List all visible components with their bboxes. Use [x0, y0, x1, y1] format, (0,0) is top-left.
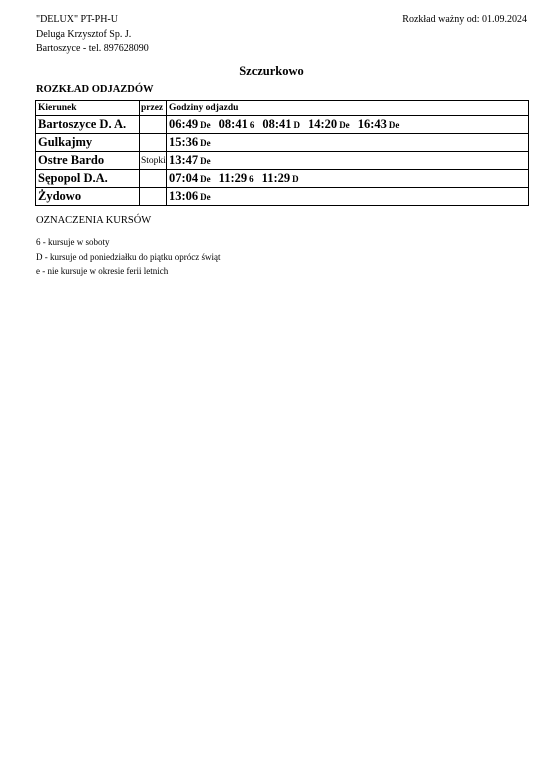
timetable-row — [36, 116, 529, 134]
departure-time: 08:41 — [218, 117, 248, 131]
departure-time: 11:29 — [261, 171, 291, 185]
timetable — [35, 100, 529, 206]
departure-time: 11:29 — [218, 171, 248, 185]
departure-code: D — [292, 174, 299, 184]
contact-line: Bartoszyce - tel. 897628090 — [36, 43, 149, 54]
timetable-row — [36, 152, 529, 170]
departure — [358, 117, 400, 132]
header-via: przez — [140, 101, 167, 116]
direction-cell: Bartoszyce D. A. — [36, 116, 140, 134]
departure — [262, 171, 299, 186]
departure-time: 16:43 — [357, 117, 387, 131]
departure — [169, 171, 211, 186]
owner-name: Deluga Krzysztof Sp. J. — [36, 28, 132, 40]
departure — [169, 135, 211, 150]
departure-code: De — [200, 120, 211, 130]
departure-time: 13:06 — [169, 189, 199, 203]
via-cell — [140, 188, 167, 206]
departure — [219, 117, 255, 132]
departures-cell — [167, 152, 529, 170]
header-direction: Kierunek — [36, 101, 140, 116]
departures-cell — [167, 134, 529, 152]
via-cell — [140, 116, 167, 134]
via-cell: Stopki — [140, 152, 167, 170]
stop-name: Szczurkowo — [239, 64, 304, 78]
legend-list — [36, 235, 220, 279]
departure-code: De — [339, 120, 350, 130]
departure-time: 08:41 — [262, 117, 292, 131]
departure-time: 14:20 — [308, 117, 338, 131]
timetable-header-row — [36, 101, 529, 116]
departure-code: De — [200, 174, 211, 184]
direction-cell: Ostre Bardo — [36, 152, 140, 170]
departure-code: De — [200, 138, 211, 148]
departure-code: De — [200, 192, 211, 202]
company-name: "DELUX" PT-PH-U — [36, 14, 118, 25]
departure — [169, 117, 211, 132]
validity-date: Rozkład ważny od: 01.09.2024 — [402, 14, 527, 25]
header-times: Godziny odjazdu — [167, 101, 529, 116]
departures-cell — [167, 188, 529, 206]
departure-code: 6 — [249, 120, 255, 130]
departure-code: De — [200, 156, 211, 166]
direction-cell: Żydowo — [36, 188, 140, 206]
departure-time: 07:04 — [169, 171, 199, 185]
departure — [219, 171, 254, 186]
timetable-row — [36, 188, 529, 206]
legend-title: OZNACZENIA KURSÓW — [36, 215, 152, 226]
departure-time: 13:47 — [169, 153, 199, 167]
legend-item: e - nie kursuje w okresie ferii letnich — [36, 266, 169, 276]
section-title: ROZKŁAD ODJAZDÓW — [36, 84, 154, 95]
departure — [169, 189, 211, 204]
departure — [308, 117, 350, 132]
direction-cell: Sępopol D.A. — [36, 170, 140, 188]
departure-time: 06:49 — [169, 117, 199, 131]
departure — [169, 153, 211, 168]
direction-cell: Gulkajmy — [36, 134, 140, 152]
departures-cell — [167, 116, 529, 134]
timetable-row — [36, 170, 529, 188]
departure-code: 6 — [249, 174, 254, 184]
via-cell — [140, 170, 167, 188]
legend-item: 6 - kursuje w soboty — [36, 237, 110, 247]
departure-time: 15:36 — [169, 135, 199, 149]
operator-info — [36, 13, 149, 57]
legend-item: D - kursuje od poniedziałku do piątku oprócz świąt — [36, 251, 221, 262]
departure-code: D — [293, 120, 301, 130]
timetable-row — [36, 134, 529, 152]
departure-code: De — [388, 120, 400, 130]
departure — [262, 117, 300, 132]
departures-cell — [167, 170, 529, 188]
via-cell — [140, 134, 167, 152]
